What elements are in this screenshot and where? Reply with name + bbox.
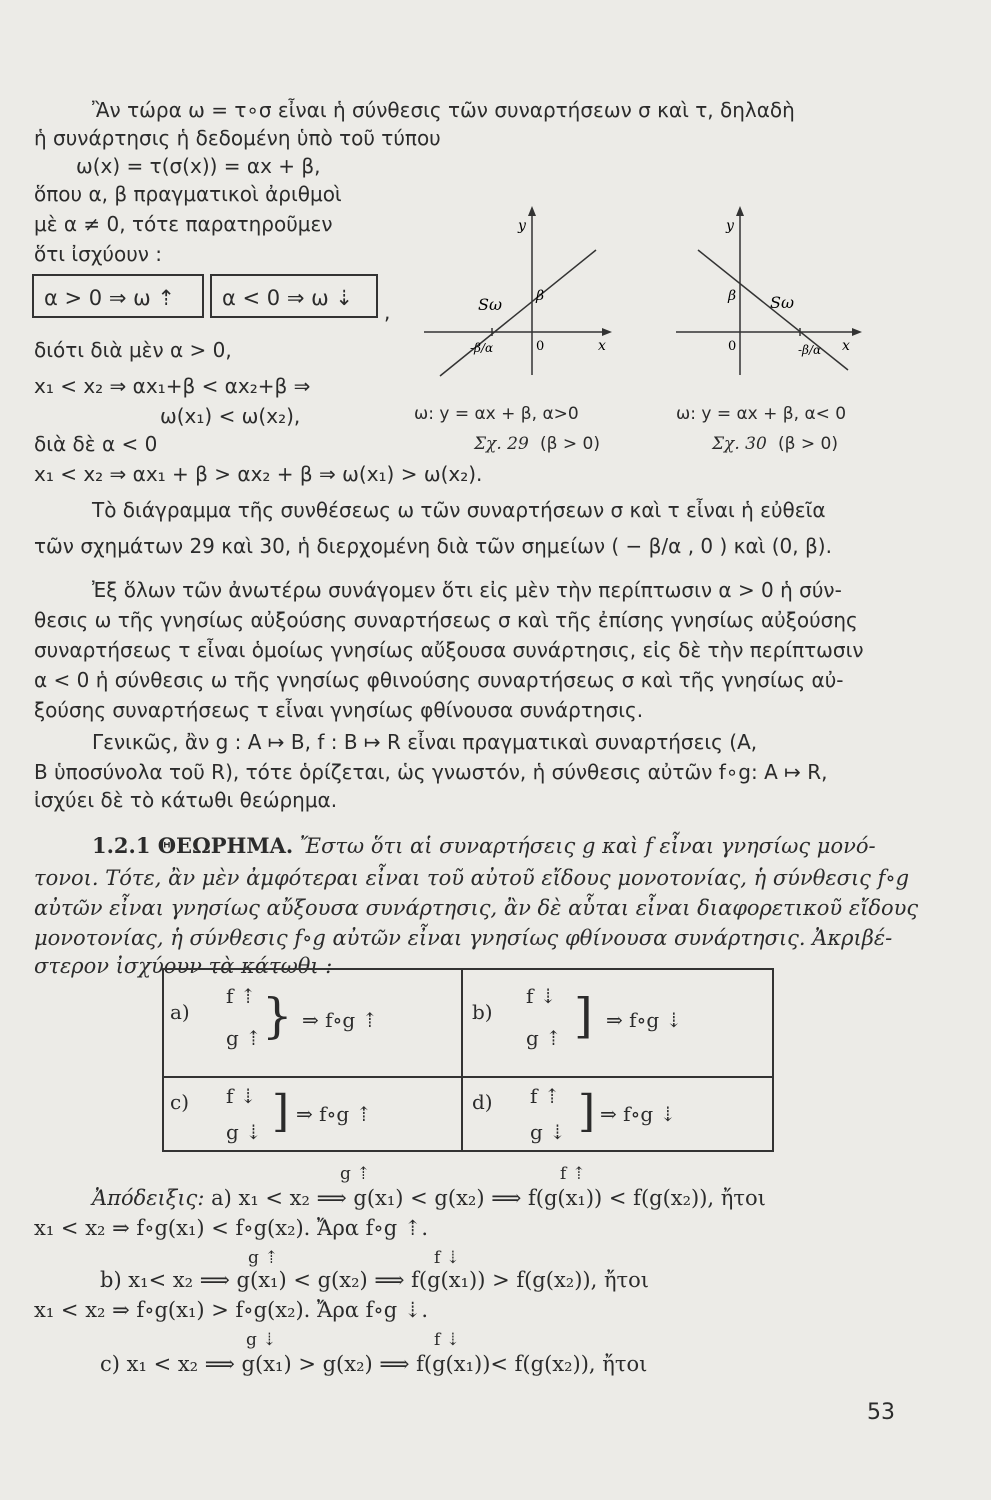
- case-c-f: f ⇣: [226, 1084, 257, 1108]
- intro-line-10: x₁ < x₂ ⇒ αx₁ + β > αx₂ + β ⇒ ω(x₁) > ω(x₂).: [34, 462, 483, 486]
- case-a-result: ⇒ f∘g ⇡: [302, 1008, 379, 1032]
- intro-line-7: x₁ < x₂ ⇒ αx₁+β < αx₂+β ⇒: [34, 374, 311, 398]
- page-number: 53: [867, 1400, 895, 1425]
- table-vertical-divider: [461, 970, 463, 1150]
- para2-line-1: Ἐξ ὅλων τῶν ἀνωτέρω συνάγομεν ὅτι εἰς μὲν τὴν περίπτωσιν α > 0 ἡ σύν-: [92, 578, 842, 602]
- case-c-brace: ]: [272, 1086, 290, 1137]
- proof-b-line-2: x₁ < x₂ ⇒ f∘g(x₁) > f∘g(x₂). Ἄρα f∘g ⇣.: [34, 1298, 429, 1322]
- case-d-f: f ⇡: [530, 1084, 561, 1108]
- proof-a-line-2: x₁ < x₂ ⇒ f∘g(x₁) < f∘g(x₂). Ἄρα f∘g ⇡.: [34, 1216, 429, 1240]
- case-b-g: g ⇡: [526, 1026, 562, 1050]
- fig29-beta: β: [536, 288, 545, 304]
- fig30-y-label: y: [726, 218, 734, 234]
- proof-b-line-1: b) x₁< x₂ ⟹ g(x₁) < g(x₂) ⟹ f(g(x₁)) > f(g(x₂)), ἤτοι: [100, 1268, 650, 1292]
- proof-a-above-g: g ⇡: [340, 1164, 371, 1184]
- proof-c-above-g: g ⇣: [246, 1330, 277, 1350]
- intro-line-9: διὰ δὲ α < 0: [34, 432, 158, 456]
- case-d-result: ⇒ f∘g ⇣: [600, 1102, 677, 1126]
- para1-line-1: Τὸ διάγραμμα τῆς συνθέσεως ω τῶν συναρτήσεων σ καὶ τ εἶναι ἡ εὐθεῖα: [92, 498, 826, 522]
- case-b-result: ⇒ f∘g ⇣: [606, 1008, 683, 1032]
- para2-line-3: συναρτήσεως τ εἶναι ὁμοίως γνησίως αὔξουσα συνάρτησις, εἰς δὲ τὴν περίπτωσιν: [34, 638, 864, 662]
- case-c-result: ⇒ f∘g ⇡: [296, 1102, 373, 1126]
- case-a-f: f ⇡: [226, 984, 257, 1008]
- theorem-line-2: τονοι. Τότε, ἂν μὲν ἀμφότεραι εἶναι τοῦ αὐτοῦ εἴδους μονοτονίας, ἡ σύνθεσις f∘g: [34, 866, 910, 890]
- intro-line-6: διότι διὰ μὲν α > 0,: [34, 338, 232, 362]
- proof-b-above-f: f ⇣: [434, 1248, 460, 1268]
- para2-line-5: ξούσης συναρτήσεως τ εἶναι γνησίως φθίνουσα συνάρτησις.: [34, 698, 644, 722]
- fig30-formula: ω: y = αx + β, α< 0: [676, 404, 847, 424]
- case-a-g: g ⇡: [226, 1026, 262, 1050]
- para2-line-4: α < 0 ἡ σύνθεσις ω τῆς γνησίως φθινούσης συναρτήσεως σ καὶ τῆς γνησίως αὐ-: [34, 668, 844, 692]
- case-a-brace: }: [262, 988, 293, 1044]
- box-comma: ,: [384, 300, 391, 324]
- fig29-caption: Σχ. 29: [474, 434, 529, 454]
- fig29-root-label: -β/α: [470, 341, 494, 355]
- proof-a-above-f: f ⇡: [560, 1164, 586, 1184]
- fig30-x-arrow-icon: [852, 328, 862, 336]
- para3-line-2: B ὑποσύνολα τοῦ R), τότε ὁρίζεται, ὡς γνωστόν, ἡ σύνθεσις αὐτῶν f∘g: A ↦ R,: [34, 760, 828, 784]
- para3-line-3: ἰσχύει δὲ τὸ κάτωθι θεώρημα.: [34, 788, 338, 812]
- fig30-beta: β: [728, 288, 737, 304]
- fig30-y-arrow-icon: [736, 206, 744, 216]
- table-horizontal-divider: [164, 1076, 772, 1078]
- figure-29: [420, 200, 620, 380]
- proof-b-above-g: g ⇡: [248, 1248, 279, 1268]
- fig29-condition: (β > 0): [540, 434, 600, 454]
- intro-line-8: ω(x₁) < ω(x₂),: [160, 404, 301, 428]
- intro-line-4: μὲ α ≠ 0, τότε παρατηροῦμεν: [34, 212, 333, 236]
- theorem-line-3: αὐτῶν εἶναι γνησίως αὔξουσα συνάρτησις, ἂν δὲ αὗται εἶναι διαφορετικοῦ εἴδους: [34, 896, 919, 920]
- fig29-x-arrow-icon: [602, 328, 612, 336]
- theorem-line-5: στερον ἰσχύουν τὰ κάτωθι :: [34, 954, 333, 978]
- para3-line-1: Γενικῶς, ἂν g : A ↦ B, f : B ↦ R εἶναι πραγματικαὶ συναρτήσεις (A,: [92, 730, 758, 754]
- theorem-line-1: [92, 832, 876, 860]
- case-d-label: d): [472, 1090, 493, 1114]
- fig29-line: [440, 250, 596, 376]
- theorem-line-4: μονοτονίας, ἡ σύνθεσις f∘g αὐτῶν εἶναι γνησίως φθίνουσα συνάρτησις. Ἀκριβέ-: [34, 926, 893, 950]
- monotonicity-table: [162, 968, 774, 1152]
- fig30-curve-label: Sω: [770, 293, 795, 312]
- fig30-caption: Σχ. 30: [712, 434, 767, 454]
- proof-c-line-1: c) x₁ < x₂ ⟹ g(x₁) > g(x₂) ⟹ f(g(x₁))< f(g(x₂)), ἤτοι: [100, 1352, 648, 1376]
- figure-30: [670, 200, 870, 380]
- para1-line-2: τῶν σχημάτων 29 καὶ 30, ἡ διερχομένη διὰ τῶν σημείων ( − β/α , 0 ) καὶ (0, β).: [34, 534, 832, 558]
- fig30-origin: 0: [728, 339, 737, 354]
- case-d-brace: ]: [578, 1086, 596, 1137]
- fig29-curve-label: Sω: [478, 295, 503, 314]
- fig29-formula: ω: y = αx + β, α>0: [414, 404, 579, 424]
- case-c-label: c): [170, 1090, 190, 1114]
- case-b-label: b): [472, 1000, 493, 1024]
- theorem-label: 1.2.1 ΘΕΩΡΗΜΑ.: [92, 833, 294, 858]
- increasing-box: α > 0 ⇒ ω ⇡: [32, 274, 204, 318]
- fig30-x-label: x: [842, 338, 850, 354]
- fig29-x-label: x: [598, 338, 606, 354]
- fig29-y-arrow-icon: [528, 206, 536, 216]
- proof-c-above-f: f ⇣: [434, 1330, 460, 1350]
- case-c-g: g ⇣: [226, 1120, 262, 1144]
- intro-line-5: ὅτι ἰσχύουν :: [34, 242, 163, 266]
- fig30-root-label: -β/α: [798, 343, 822, 357]
- intro-line-1: Ἂν τώρα ω = τ∘σ εἶναι ἡ σύνθεσις τῶν συναρτήσεων σ καὶ τ, δηλαδὴ: [92, 98, 795, 122]
- fig29-origin: 0: [536, 339, 545, 354]
- intro-line-3: ὅπου α, β πραγματικοὶ ἀριθμοὶ: [34, 182, 342, 206]
- case-a-label: a): [170, 1000, 190, 1024]
- case-b-brace: ]: [574, 988, 593, 1044]
- fig29-y-label: y: [518, 218, 526, 234]
- para2-line-2: θεσις ω τῆς γνησίως αὐξούσης συναρτήσεως σ καὶ τῆς ἐπίσης γνησίως αὐξούσης: [34, 608, 858, 632]
- case-d-g: g ⇣: [530, 1120, 566, 1144]
- fig30-condition: (β > 0): [778, 434, 838, 454]
- proof-a-line-1: [92, 1184, 766, 1212]
- theorem-text-1: Ἔστω ὅτι αἱ συναρτήσεις g καὶ f εἶναι γνησίως μονό-: [293, 834, 876, 858]
- case-b-f: f ⇣: [526, 984, 557, 1008]
- decreasing-box: α < 0 ⇒ ω ⇣: [210, 274, 378, 318]
- intro-formula: ω(x) = τ(σ(x)) = αx + β,: [76, 154, 321, 178]
- proof-label: Ἀπόδειξις:: [92, 1186, 205, 1210]
- proof-a-text: a) x₁ < x₂ ⟹ g(x₁) < g(x₂) ⟹ f(g(x₁)) < f(g(x₂)), ἤτοι: [204, 1186, 766, 1210]
- intro-line-2: ἡ συνάρτησις ἡ δεδομένη ὑπὸ τοῦ τύπου: [34, 126, 441, 150]
